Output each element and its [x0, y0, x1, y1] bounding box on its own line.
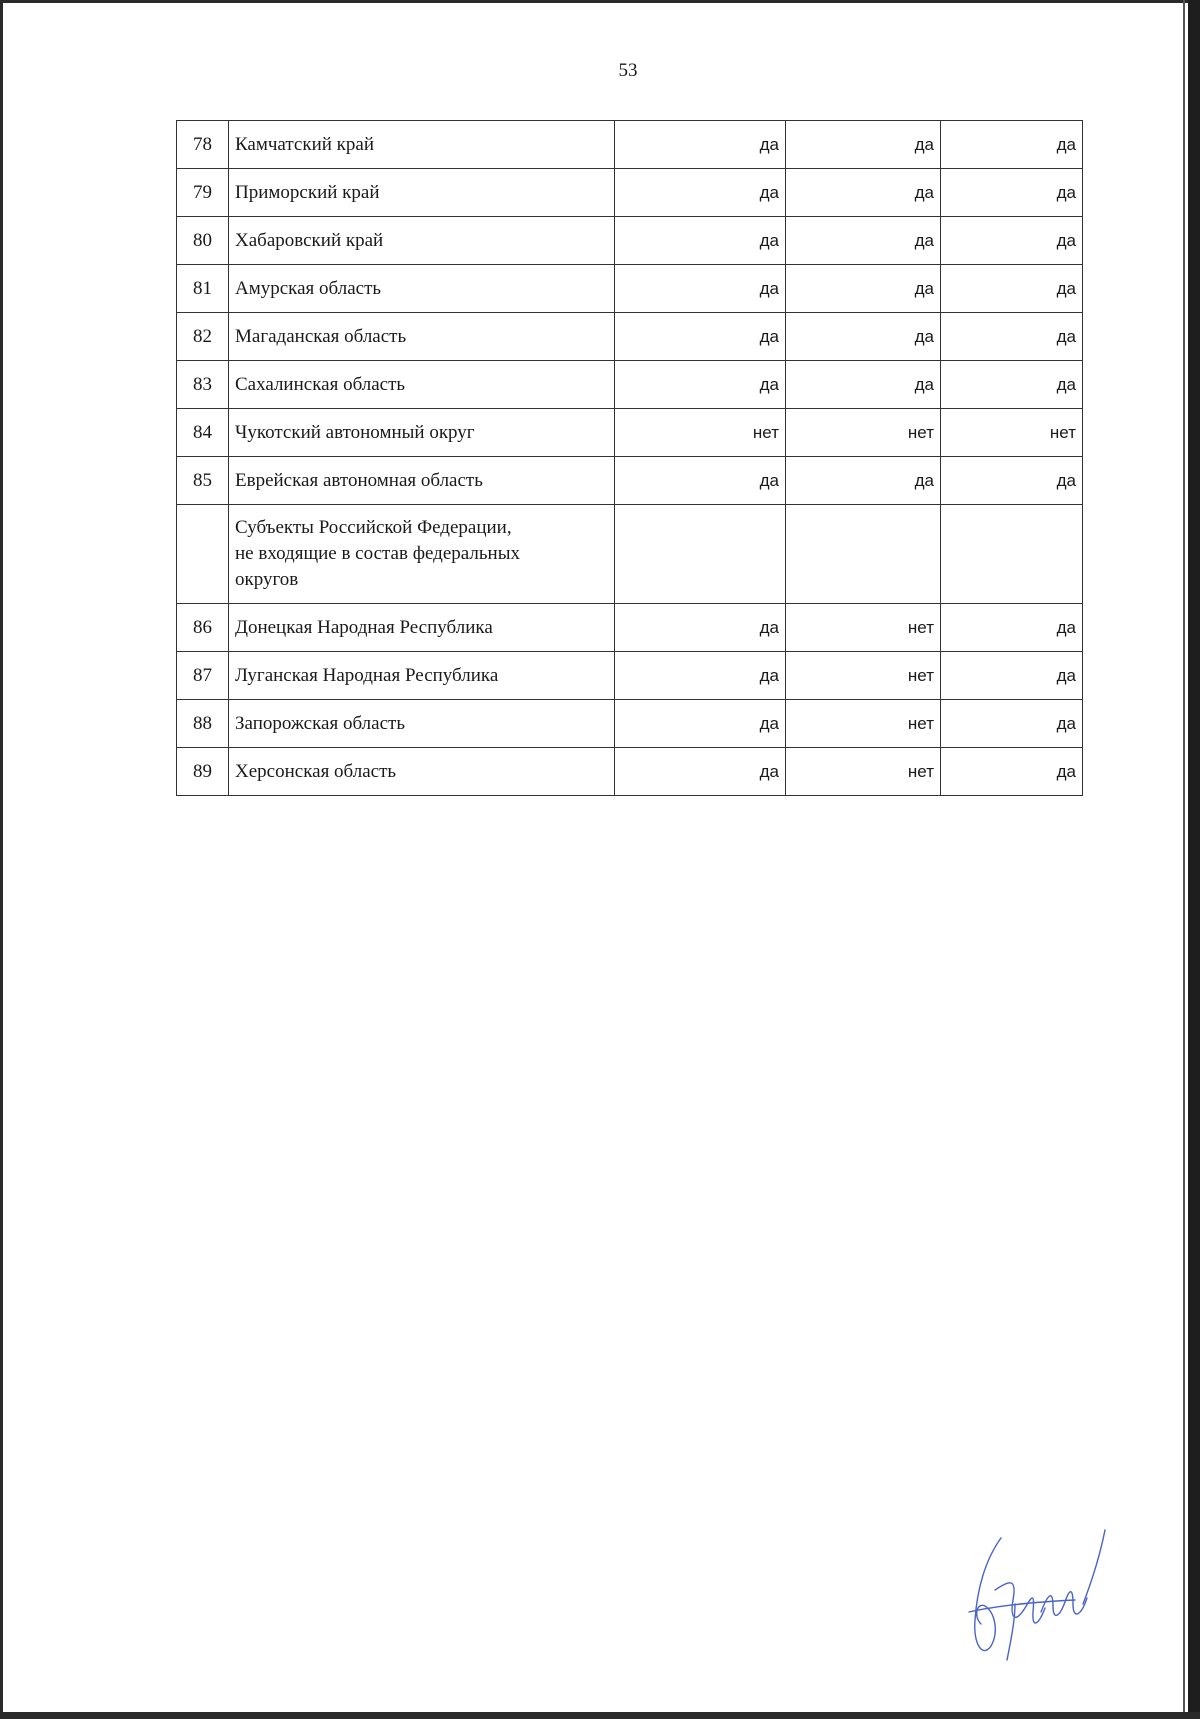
value-col-1: да: [615, 700, 786, 748]
value-col-2: да: [786, 169, 941, 217]
row-number: 81: [177, 265, 229, 313]
row-number: 87: [177, 652, 229, 700]
group-header-row: [177, 505, 1083, 604]
value-col-3: да: [941, 217, 1083, 265]
region-name: Магаданская область: [229, 313, 615, 361]
value-col-1: да: [615, 748, 786, 796]
value-col-3: да: [941, 361, 1083, 409]
region-name: Амурская область: [229, 265, 615, 313]
value-col-2: да: [786, 265, 941, 313]
value-col-2: да: [786, 313, 941, 361]
value-col-1: да: [615, 121, 786, 169]
region-name: Еврейская автономная область: [229, 457, 615, 505]
signature-stroke: [1083, 1530, 1105, 1604]
value-col-1: да: [615, 169, 786, 217]
row-number: 80: [177, 217, 229, 265]
row-number: 88: [177, 700, 229, 748]
value-col-3: да: [941, 265, 1083, 313]
value-col-2: нет: [786, 748, 941, 796]
empty-number-cell: [177, 505, 229, 604]
handwritten-signature: [955, 1520, 1115, 1670]
region-name: Луганская Народная Республика: [229, 652, 615, 700]
row-number: 79: [177, 169, 229, 217]
empty-value-cell: [786, 505, 941, 604]
group-title-text: Субъекты Российской Федерации, не входящие в состав федеральных округов: [235, 517, 520, 590]
table-row: [177, 121, 1083, 169]
signature-stroke: [975, 1538, 1001, 1651]
region-name: Херсонская область: [229, 748, 615, 796]
value-col-1: да: [615, 604, 786, 652]
table-row: [177, 361, 1083, 409]
scan-edge-bottom: [0, 1712, 1200, 1719]
value-col-2: да: [786, 361, 941, 409]
value-col-3: да: [941, 121, 1083, 169]
value-col-3: да: [941, 700, 1083, 748]
value-col-2: нет: [786, 409, 941, 457]
value-col-1: да: [615, 457, 786, 505]
row-number: 78: [177, 121, 229, 169]
table-row: [177, 409, 1083, 457]
region-name: Хабаровский край: [229, 217, 615, 265]
table-row: [177, 265, 1083, 313]
value-col-1: да: [615, 652, 786, 700]
empty-value-cell: [941, 505, 1083, 604]
region-name: Приморский край: [229, 169, 615, 217]
value-col-2: да: [786, 217, 941, 265]
value-col-3: да: [941, 748, 1083, 796]
table-row: [177, 457, 1083, 505]
value-col-2: нет: [786, 604, 941, 652]
row-number: 89: [177, 748, 229, 796]
value-col-2: да: [786, 121, 941, 169]
scan-edge-left: [0, 0, 3, 1719]
signature-stroke: [1041, 1592, 1087, 1616]
regions-table: [176, 120, 1083, 796]
value-col-2: нет: [786, 700, 941, 748]
row-number: 85: [177, 457, 229, 505]
row-number: 83: [177, 361, 229, 409]
row-number: 82: [177, 313, 229, 361]
table-row: [177, 652, 1083, 700]
value-col-3: да: [941, 313, 1083, 361]
scan-edge-top: [0, 0, 1200, 3]
empty-value-cell: [615, 505, 786, 604]
value-col-3: да: [941, 169, 1083, 217]
value-col-2: нет: [786, 652, 941, 700]
table-row: [177, 700, 1083, 748]
value-col-1: нет: [615, 409, 786, 457]
row-number: 86: [177, 604, 229, 652]
value-col-1: да: [615, 313, 786, 361]
region-name: Чукотский автономный округ: [229, 409, 615, 457]
table-row: [177, 748, 1083, 796]
table-row: [177, 313, 1083, 361]
value-col-3: да: [941, 604, 1083, 652]
region-name: Запорожская область: [229, 700, 615, 748]
region-name: Сахалинская область: [229, 361, 615, 409]
page-number: 53: [618, 60, 638, 81]
region-name: Донецкая Народная Республика: [229, 604, 615, 652]
value-col-1: да: [615, 361, 786, 409]
table-row: [177, 217, 1083, 265]
table-row: [177, 604, 1083, 652]
value-col-2: да: [786, 457, 941, 505]
value-col-3: да: [941, 652, 1083, 700]
scan-edge-right: [1188, 0, 1200, 1719]
scan-edge-right-line: [1183, 0, 1185, 1719]
table-row: [177, 169, 1083, 217]
value-col-3: нет: [941, 409, 1083, 457]
value-col-1: да: [615, 265, 786, 313]
region-name: Камчатский край: [229, 121, 615, 169]
value-col-3: да: [941, 457, 1083, 505]
value-col-1: да: [615, 217, 786, 265]
group-title: [229, 505, 615, 604]
signature-stroke: [1007, 1604, 1015, 1660]
row-number: 84: [177, 409, 229, 457]
